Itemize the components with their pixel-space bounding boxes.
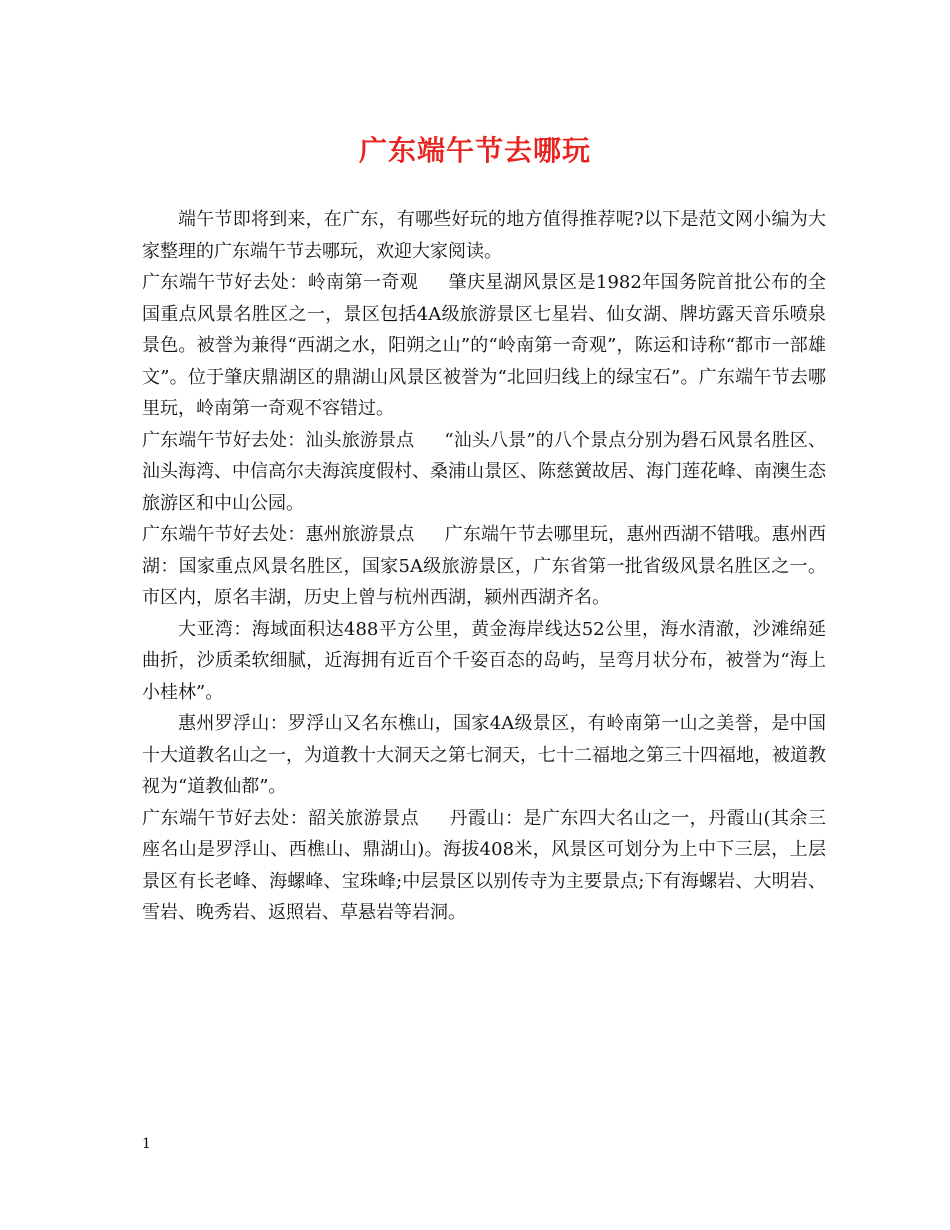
section-huizhou bbox=[142, 519, 826, 614]
page-title: 广东端午节去哪玩 bbox=[358, 134, 591, 167]
section-heading-zhaoqing: 广东端午节好去处：岭南第一奇观 bbox=[142, 272, 419, 293]
section-text-huizhou: 广东端午节去哪里玩，惠州西湖不错哦。惠州西湖：国家重点风景名胜区，国家5A级旅游景区，广东省第一批省级风景名胜区之一。市区内，原名丰湖，历史上曾与杭州西湖，颍州西湖齐名。 bbox=[142, 524, 826, 608]
document-body bbox=[142, 204, 826, 929]
paragraph-luofushan: 惠州罗浮山：罗浮山又名东樵山，国家4A级景区，有岭南第一山之美誉，是中国十大道教名山之一，为道教十大洞天之第七洞天，七十二福地之第三十四福地，被道教视为“道教仙都”。 bbox=[142, 713, 826, 797]
paragraph-dayawan: 大亚湾：海域面积达488平方公里，黄金海岸线达52公里，海水清澈，沙滩绵延曲折，沙质柔软细腻，近海拥有近百个千姿百态的岛屿，呈弯月状分布，被誉为“海上小桂林”。 bbox=[142, 618, 826, 703]
section-heading-huizhou: 广东端午节好去处：惠州旅游景点 bbox=[142, 524, 415, 545]
intro-paragraph: 端午节即将到来，在广东，有哪些好玩的地方值得推荐呢?以下是范文网小编为大家整理的广东端午节去哪玩，欢迎大家阅读。 bbox=[142, 209, 826, 262]
section-heading-shaoguan: 广东端午节好去处：韶关旅游景点 bbox=[142, 807, 420, 829]
section-heading-shantou: 广东端午节好去处：汕头旅游景点 bbox=[142, 429, 415, 451]
section-text-zhaoqing: 肇庆星湖风景区是1982年国务院首批公布的全国重点风景名胜区之一，景区包括4A级旅游景区七星岩、仙女湖、牌坊露天音乐喷泉景色。被誉为兼得“西湖之水，阳朔之山”的“岭南第一奇观”，陈运和诗称“都市一部雄文”。位于肇庆鼎湖区的鼎湖山风景区被誉为“北回归线上的绿宝石”。广东端午节去哪里玩，岭南第一奇观不容错过。 bbox=[142, 272, 827, 419]
page-number: 1 bbox=[142, 1136, 151, 1152]
section-shaoguan bbox=[142, 803, 826, 929]
section-zhaoqing bbox=[142, 267, 826, 425]
section-shantou bbox=[142, 425, 826, 520]
section-text-shaoguan: 丹霞山：是广东四大名山之一，丹霞山(其余三座名山是罗浮山、西樵山、鼎湖山)。海拔408米，风景区可划分为上中下三层，上层景区有长老峰、海螺峰、宝珠峰;中层景区以别传寺为主要景点;下有海螺岩、大明岩、 雪岩、晚秀岩、返照岩、草悬岩等岩洞。 bbox=[142, 807, 826, 923]
section-text-shantou: “汕头八景”的八个景点分别为礐石风景名胜区、汕头海湾、中信高尔夫海滨度假村、桑浦山景区、陈慈黉故居、海门莲花峰、南澳生态旅游区和中山公园。 bbox=[142, 429, 827, 514]
